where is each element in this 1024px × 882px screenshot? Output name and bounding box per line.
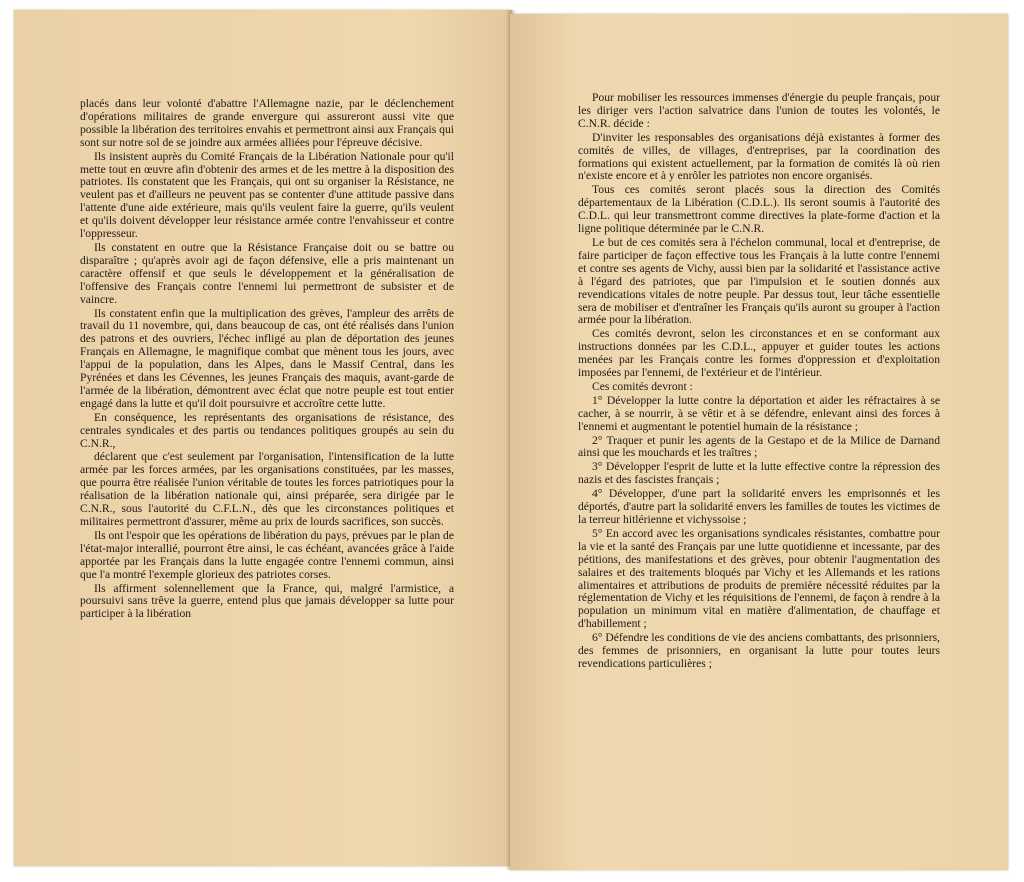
- left-paragraph: placés dans leur volonté d'abattre l'Allemagne nazie, par le déclenchement d'opérations militaires de grande envergure qui assureront aussi vite que possible la libération des territoires envahis et permettront ainsi aux Français qui sont sur notre sol de se joindre aux armées alliées pour l'épreuve décisive.: [80, 97, 454, 149]
- right-paragraph: 4° Développer, d'une part la solidarité envers les emprisonnés et les déportés, d'autre part la solidarité envers les familles de toutes les victimes de la terreur hitlérienne et vichyssoise ;: [578, 487, 940, 526]
- right-paragraph: D'inviter les responsables des organisations déjà existantes à former des comités de villes, de villages, d'entreprises, par la coordination des formations qui existent actuellement, par la formation de comités là où rien n'existe encore et à y enrôler les patriotes non encore organisés.: [578, 130, 940, 183]
- left-paragraph: déclarent que c'est seulement par l'organisation, l'intensification de la lutte armée par les forces armées, par les organisations constituées, par les masses, que pourra être réalisée l'union véritable de toutes les forces patriotiques pour la réalisation de la libération nationale qui, ainsi préparée, sera dirigée par le C.N.R., sous l'autorité du C.F.L.N., dès que les circonstances politiques et militaires permettront d'assurer, même au prix de lourds sacrifices, son succès.: [80, 450, 454, 528]
- right-paragraph: Ces comités devront, selon les circonstances et en se conformant aux instructions données par les C.D.L., appuyer et guider toutes les actions menées par les Français contre les formes d'oppression et d'exploitation imposées par l'ennemi, de l'extérieur et de l'intérieur.: [578, 327, 940, 380]
- left-paragraph: Ils insistent auprès du Comité Français de la Libération Nationale pour qu'il mette tout en œuvre afin d'obtenir des armes et de les mettre à la disposition des patriotes. Ils constatent que les Français, qui ont su organiser la Résistance, ne veulent pas et d'ailleurs ne peuvent pas se contenter d'une attitude passive dans l'attente d'une aide extérieure, mais qu'ils veulent faire la guerre, qu'ils veulent et qu'ils doivent développer leur résistance armée contre l'envahisseur et contre l'oppresseur.: [80, 149, 454, 241]
- right-paragraph: 6° Défendre les conditions de vie des anciens combattants, des prisonniers, des femmes de prisonniers, en organisant la lutte pour toutes leurs revendications particulières ;: [578, 631, 940, 670]
- right-page: [510, 14, 1008, 870]
- right-paragraph: 3° Développer l'esprit de lutte et la lutte effective contre la répression des nazis et des fascistes français ;: [578, 460, 940, 487]
- right-paragraph: Tous ces comités seront placés sous la direction des Comités départementaux de la Libération (C.D.L.). Ils seront soumis à l'autorité des C.D.L. qui leur transmettront comme directives la plate-forme d'action et la ligne politique déterminée par le C.N.R.: [578, 183, 940, 236]
- right-paragraph: Pour mobiliser les ressources immenses d'énergie du peuple français, pour les diriger vers l'action salvatrice dans l'union de toutes les volontés, le C.N.R. décide :: [578, 91, 940, 130]
- left-paragraph: Ils constatent enfin que la multiplication des grèves, l'ampleur des arrêts de travail du 11 novembre, qui, dans beaucoup de cas, ont été réalisés dans l'union des patrons et des ouvriers, l'échec infligé au plan de déportation des jeunes Français en Allemagne, le magnifique combat que mènent tous les jours, avec l'appui de la population, dans les Alpes, dans le Massif Central, dans les Pyrénées et dans les Cévennes, les jeunes Français des maquis, avant-garde de l'armée de la libération, démontrent avec éclat que notre peuple est tout entier engagé dans la lutte et qu'il doit poursuivre et accroître cette lutte.: [80, 306, 454, 410]
- left-paragraph: En conséquence, les représentants des organisations de résistance, des centrales syndicales et des partis ou tendances politiques groupés au sein du C.N.R.,: [80, 410, 454, 450]
- booklet-spread: [14, 10, 1008, 872]
- right-paragraph: 1° Développer la lutte contre la déportation et aider les réfractaires à se cacher, à se nourrir, à se vêtir et à se défendre, enlevant ainsi des forces à l'ennemi et augmentant le potentiel humain de la résistance ;: [578, 393, 940, 433]
- right-paragraph: 5° En accord avec les organisations syndicales résistantes, combattre pour la vie et la santé des Français par une lutte quotidienne et incessante, par des pétitions, des manifestations et des grèves, pour obtenir l'augmentation des salaires et des traitements bloqués par Vichy et les Allemands et les rations alimentaires et attributions de produits de première nécessité réduites par la réglementation de Vichy et les réquisitions de l'ennemi, de façon à rendre à la population un minimum vital en matière d'alimentation, de chauffage et d'habillement ;: [578, 526, 940, 631]
- left-page: [14, 10, 512, 866]
- right-page-text: [578, 92, 940, 672]
- right-paragraph: Ces comités devront :: [592, 379, 693, 393]
- left-paragraph: Ils affirment solennellement que la France, qui, malgré l'armistice, a poursuivi sans trêve la guerre, entend plus que jamais développer sa lutte pour participer à la libération: [80, 581, 454, 621]
- left-page-text: [80, 98, 454, 622]
- left-paragraph: Ils ont l'espoir que les opérations de libération du pays, prévues par le plan de l'état-major interallié, pourront être ainsi, le cas échéant, avancées grâce à l'aide apportée par les Français dans la lutte engagée contre l'ennemi commun, ainsi que l'a montré l'exemple glorieux des patriotes corses.: [80, 528, 454, 581]
- left-paragraph: Ils constatent en outre que la Résistance Française doit ou se battre ou disparaître ; qu'après avoir agi de façon défensive, elle a pris maintenant un caractère offensif et que seuls le développement et la généralisation de l'offensive des Français contre l'ennemi lui permettront de subsister et de vaincre.: [80, 240, 454, 306]
- right-paragraph: Le but de ces comités sera à l'échelon communal, local et d'entreprise, de faire participer de façon effective tous les Français à la lutte contre l'ennemi et contre ses agents de Vichy, aussi bien par la solidarité et l'assistance active à l'égard des patriotes, que par l'impulsion et le soutien donnés aux revendications vitales de notre peuple. Par dessus tout, leur tâche essentielle sera de mobiliser et d'entraîner les Français qu'ils auront su grouper à l'action armée pour la libération.: [578, 235, 940, 327]
- right-paragraph: 2° Traquer et punir les agents de la Gestapo et de la Milice de Darnand ainsi que les mouchards et les traîtres ;: [578, 433, 940, 460]
